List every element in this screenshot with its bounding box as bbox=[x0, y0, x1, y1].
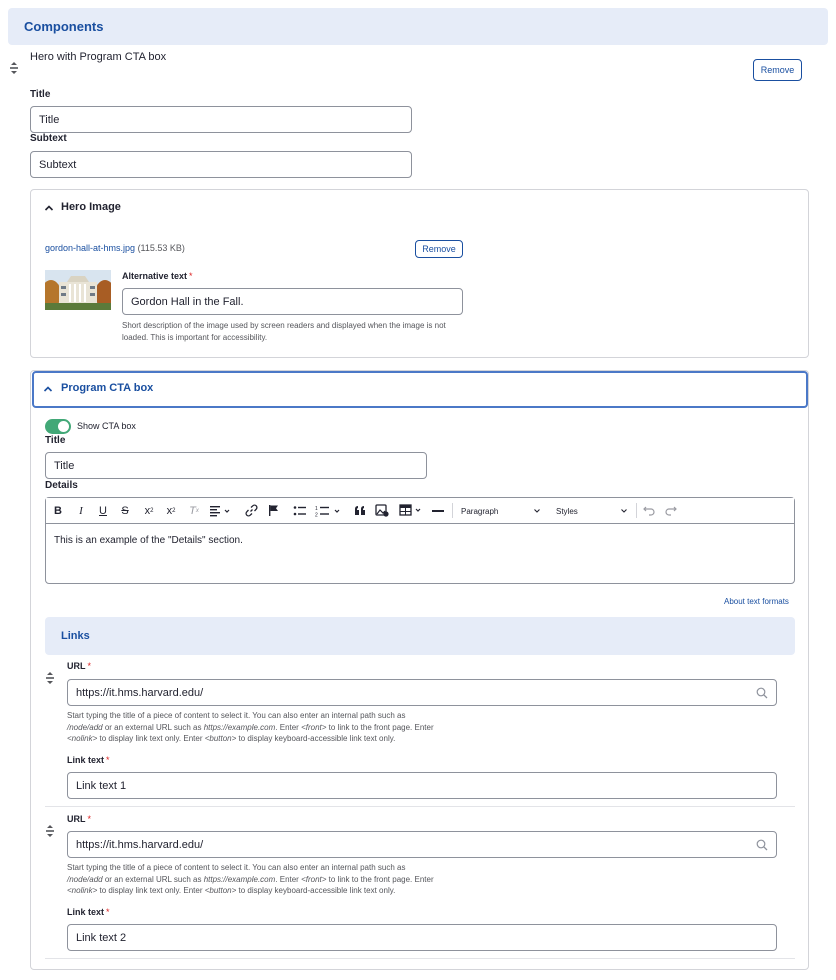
help-part: . Enter bbox=[275, 874, 302, 884]
link-text-label-text: Link text bbox=[67, 907, 105, 917]
url-label-text: URL bbox=[67, 661, 86, 671]
help-part: . Enter bbox=[275, 722, 302, 732]
bulleted-list-icon[interactable] bbox=[293, 505, 307, 517]
help-code: <front> bbox=[301, 874, 327, 884]
help-part: to display link text only. Enter bbox=[97, 734, 205, 743]
drag-handle-icon[interactable] bbox=[45, 671, 55, 685]
remove-component-button[interactable]: Remove bbox=[753, 59, 802, 81]
details-editor-content[interactable]: This is an example of the "Details" section. bbox=[54, 535, 243, 546]
paragraph-select-value: Paragraph bbox=[461, 506, 499, 516]
url-label-text: URL bbox=[67, 814, 86, 824]
chevron-down-icon bbox=[620, 507, 628, 515]
url-help-text bbox=[67, 862, 497, 897]
superscript-icon[interactable]: x 2 bbox=[144, 505, 154, 517]
alt-text-description: Short description of the image used by screen readers and displayed when the image is not loaded. This is important for accessibility. bbox=[122, 321, 446, 342]
chevron-down-icon bbox=[533, 507, 541, 515]
links-header bbox=[45, 617, 795, 655]
file-link[interactable]: gordon-hall-at-hms.jpg bbox=[45, 243, 136, 253]
help-part: or an external URL such as bbox=[102, 722, 204, 732]
link-text-label-text: Link text bbox=[67, 755, 105, 765]
undo-icon[interactable] bbox=[643, 505, 655, 516]
details-label: Details bbox=[45, 480, 78, 491]
help-part: or an external URL such as bbox=[102, 874, 204, 884]
help-code: https://example.com bbox=[203, 874, 276, 884]
redo-icon[interactable] bbox=[665, 505, 677, 516]
blockquote-icon[interactable] bbox=[354, 505, 367, 517]
help-part: to link to the front page. Enter bbox=[326, 722, 434, 732]
help-code: /node/add bbox=[67, 722, 103, 732]
cta-title-input[interactable]: Title bbox=[45, 452, 427, 479]
required-marker: * bbox=[106, 907, 110, 917]
link-icon[interactable] bbox=[245, 504, 258, 517]
help-code: <button> bbox=[204, 886, 237, 895]
hero-image-summary[interactable]: Hero Image bbox=[61, 201, 121, 213]
components-header-label: Components bbox=[24, 19, 104, 34]
url-input[interactable] bbox=[67, 679, 777, 706]
row-divider bbox=[45, 958, 795, 959]
component-title: Hero with Program CTA box bbox=[30, 51, 167, 63]
hero-image-thumbnail bbox=[45, 270, 111, 310]
about-text-formats-link[interactable]: About text formats bbox=[724, 597, 789, 606]
italic-icon[interactable]: I bbox=[79, 505, 83, 517]
remove-image-button[interactable]: Remove bbox=[415, 240, 463, 258]
strikethrough-icon[interactable]: S bbox=[121, 505, 129, 517]
components-header bbox=[8, 8, 828, 45]
links-header-label: Links bbox=[61, 630, 90, 642]
subtext-input[interactable]: Subtext bbox=[30, 151, 412, 178]
required-marker: * bbox=[189, 271, 193, 281]
drag-handle-icon[interactable] bbox=[45, 824, 55, 838]
link-text-label bbox=[67, 907, 110, 917]
table-icon[interactable] bbox=[399, 504, 425, 517]
cta-title-label: Title bbox=[45, 435, 66, 446]
align-icon[interactable] bbox=[209, 505, 231, 517]
title-label: Title bbox=[30, 89, 51, 100]
underline-icon[interactable]: U bbox=[99, 505, 107, 517]
help-part: Start typing the title of a piece of content to select it. You can also enter an internal path such as bbox=[67, 863, 406, 872]
paragraph-select[interactable] bbox=[461, 505, 541, 517]
toggle-knob bbox=[58, 421, 69, 432]
help-part: to display keyboard-accessible link text only. bbox=[236, 734, 396, 743]
insert-image-icon[interactable] bbox=[375, 504, 389, 517]
remove-format-icon[interactable]: T x bbox=[189, 505, 199, 517]
help-part: Start typing the title of a piece of content to select it. You can also enter an internal path such as bbox=[67, 711, 406, 720]
alt-text-input[interactable]: Gordon Hall in the Fall. bbox=[122, 288, 463, 315]
horizontal-line-icon[interactable] bbox=[432, 510, 444, 512]
link-text-input[interactable]: Link text 1 bbox=[67, 772, 777, 799]
search-icon bbox=[756, 687, 768, 699]
svg-text:1: 1 bbox=[315, 506, 318, 512]
row-divider bbox=[45, 806, 795, 807]
subscript-icon[interactable]: x 2 bbox=[166, 505, 176, 517]
url-label bbox=[67, 661, 91, 671]
help-code: <nolink> bbox=[67, 886, 98, 895]
search-icon bbox=[756, 839, 768, 851]
styles-select-value: Styles bbox=[556, 506, 578, 516]
subtext-label: Subtext bbox=[30, 133, 67, 144]
chevron-up-icon[interactable] bbox=[44, 203, 54, 213]
help-code: /node/add bbox=[67, 874, 103, 884]
help-code: <nolink> bbox=[67, 734, 98, 743]
url-help-text bbox=[67, 710, 497, 745]
required-marker: * bbox=[87, 661, 92, 671]
bold-icon[interactable]: B bbox=[54, 505, 62, 517]
svg-text:2: 2 bbox=[315, 512, 318, 517]
help-code: <front> bbox=[301, 722, 327, 732]
toolbar-separator bbox=[636, 503, 637, 518]
help-code: <button> bbox=[204, 734, 237, 743]
help-part: to display link text only. Enter bbox=[97, 886, 205, 895]
drag-handle-icon[interactable] bbox=[9, 61, 19, 75]
styles-select[interactable] bbox=[556, 505, 628, 517]
title-input[interactable]: Title bbox=[30, 106, 412, 133]
file-size: (115.53 KB) bbox=[137, 243, 185, 253]
url-value: https://it.hms.harvard.edu/ bbox=[76, 686, 204, 699]
numbered-list-icon[interactable] bbox=[315, 505, 343, 517]
url-label bbox=[67, 814, 91, 824]
anchor-flag-icon[interactable] bbox=[267, 504, 280, 517]
help-part: to link to the front page. Enter bbox=[326, 874, 434, 884]
required-marker: * bbox=[106, 755, 110, 765]
help-code: https://example.com bbox=[203, 722, 276, 732]
help-part: to display keyboard-accessible link text only. bbox=[236, 886, 396, 895]
show-cta-label: Show CTA box bbox=[77, 421, 136, 431]
link-text-input[interactable]: Link text 2 bbox=[67, 924, 777, 951]
chevron-up-icon[interactable] bbox=[43, 384, 53, 394]
link-text-label bbox=[67, 755, 110, 765]
url-value: https://it.hms.harvard.edu/ bbox=[76, 838, 204, 851]
cta-summary-label[interactable]: Program CTA box bbox=[61, 382, 154, 394]
file-info bbox=[45, 243, 185, 253]
url-input[interactable] bbox=[67, 831, 777, 858]
alt-text-label bbox=[122, 271, 193, 281]
required-marker: * bbox=[87, 814, 92, 824]
alt-text-label-text: Alternative text bbox=[122, 271, 188, 281]
toolbar-separator bbox=[452, 503, 453, 518]
show-cta-toggle[interactable] bbox=[45, 419, 71, 434]
